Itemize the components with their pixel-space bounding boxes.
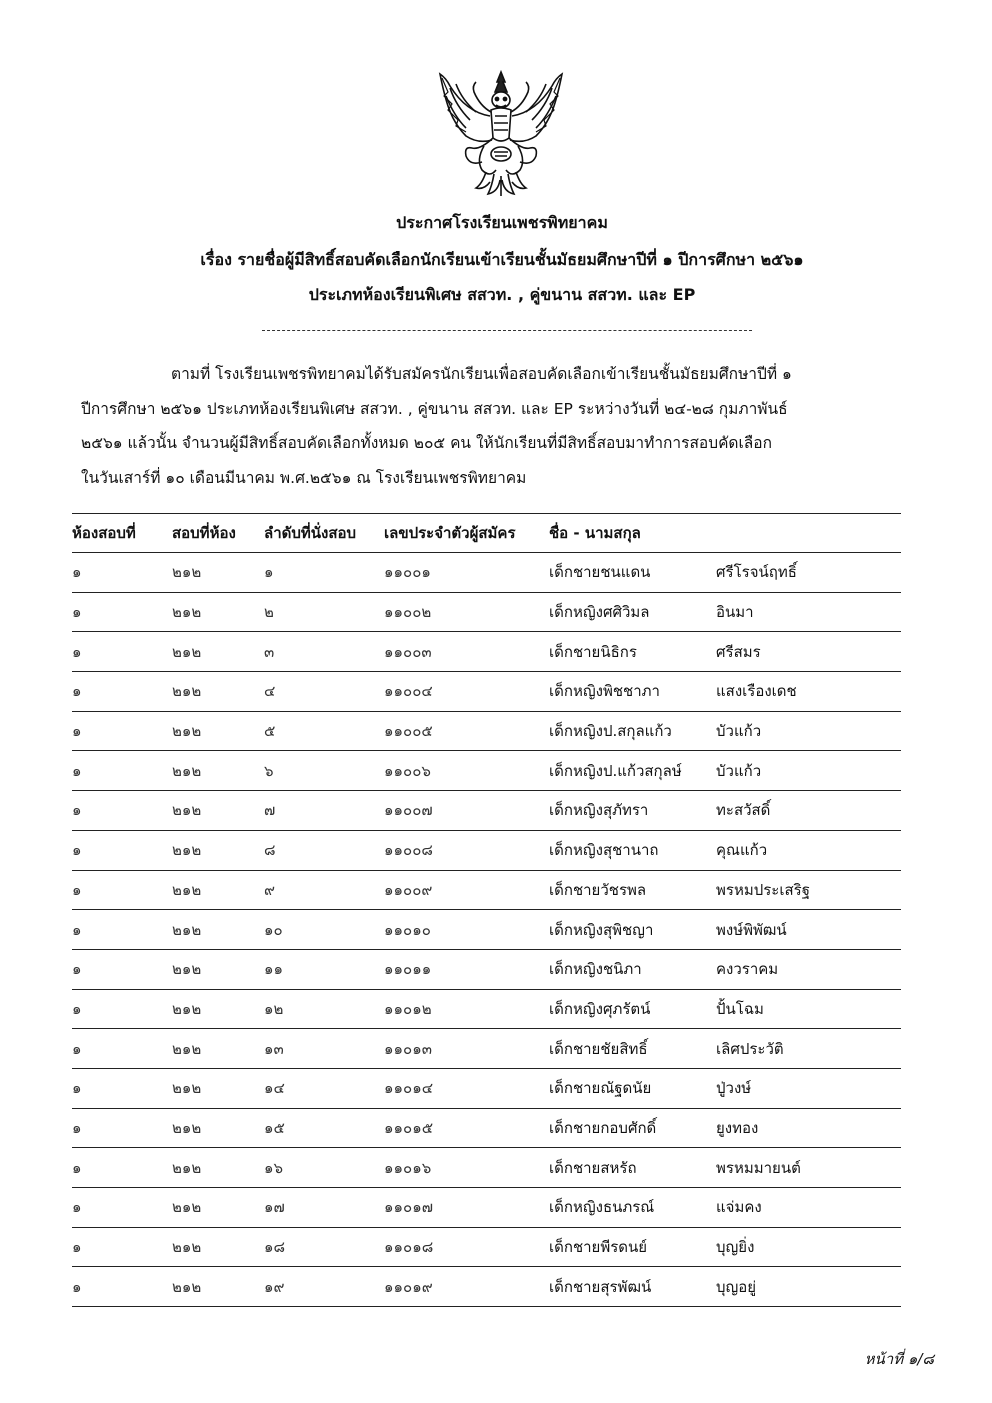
exam-hall-cell: ๒๑๒ [172,1148,264,1188]
exam-hall-cell: ๒๑๒ [172,870,264,910]
exam-room-cell: ๑ [72,1148,172,1188]
last-name-cell: บัวแก้ว [716,711,901,751]
applicant-id-cell: ๑๑๐๑๕ [384,1108,549,1148]
applicant-id-cell: ๑๑๐๑๗ [384,1188,549,1228]
header-full-name: ชื่อ - นามสกุล [549,514,901,553]
seat-number-cell: ๖ [264,751,384,791]
seat-number-cell: ๕ [264,711,384,751]
seat-number-cell: ๓ [264,632,384,672]
exam-hall-cell: ๒๑๒ [172,751,264,791]
first-name-cell: เด็กหญิงชนิภา [549,949,716,989]
last-name-cell: ศรีโรจน์ฤทธิ์ [716,553,901,593]
exam-room-cell: ๑ [72,1029,172,1069]
exam-hall-cell: ๒๑๒ [172,1267,264,1307]
garuda-emblem-icon [436,66,566,200]
table-row [72,632,901,672]
first-name-cell: เด็กหญิงธนภรณ์ [549,1188,716,1228]
page-number: หน้าที่ ๑/๘ [864,1350,934,1368]
exam-room-cell: ๑ [72,870,172,910]
seat-number-cell: ๑๑ [264,949,384,989]
applicant-id-cell: ๑๑๐๑๒ [384,989,549,1029]
applicant-id-cell: ๑๑๐๑๓ [384,1029,549,1069]
exam-room-cell: ๑ [72,711,172,751]
applicant-id-cell: ๑๑๐๑๙ [384,1267,549,1307]
exam-room-cell: ๑ [72,830,172,870]
applicant-id-cell: ๑๑๐๑๑ [384,949,549,989]
exam-room-cell: ๑ [72,751,172,791]
first-name-cell: เด็กชายชนแดน [549,553,716,593]
exam-room-cell: ๑ [72,1108,172,1148]
seat-number-cell: ๑๐ [264,910,384,950]
first-name-cell: เด็กหญิงสุภัทรา [549,791,716,831]
last-name-cell: คุณแก้ว [716,830,901,870]
exam-hall-cell: ๒๑๒ [172,632,264,672]
applicant-id-cell: ๑๑๐๐๑ [384,553,549,593]
seat-number-cell: ๔ [264,672,384,712]
header-exam-hall: สอบที่ห้อง [172,514,264,553]
exam-room-cell: ๑ [72,592,172,632]
first-name-cell: เด็กชายกอบศักดิ์ [549,1108,716,1148]
table-row [72,1148,901,1188]
last-name-cell: ศรีสมร [716,632,901,672]
seat-number-cell: ๑๘ [264,1227,384,1267]
table-row [72,1188,901,1228]
table-row [72,592,901,632]
exam-hall-cell: ๒๑๒ [172,711,264,751]
exam-hall-cell: ๒๑๒ [172,553,264,593]
exam-hall-cell: ๒๑๒ [172,989,264,1029]
exam-room-cell: ๑ [72,1188,172,1228]
table-row [72,1068,901,1108]
table-row [72,751,901,791]
applicant-id-cell: ๑๑๐๐๖ [384,751,549,791]
exam-hall-cell: ๒๑๒ [172,1227,264,1267]
exam-room-cell: ๑ [72,949,172,989]
last-name-cell: แสงเรืองเดช [716,672,901,712]
table-row [72,1267,901,1307]
applicant-id-cell: ๑๑๐๑๐ [384,910,549,950]
table-row [72,1029,901,1069]
header-exam-room: ห้องสอบที่ [72,514,172,553]
first-name-cell: เด็กชายชัยสิทธิ์ [549,1029,716,1069]
first-name-cell: เด็กหญิงสุพิชญา [549,910,716,950]
document-title: ประกาศโรงเรียนเพชรพิทยาคม [396,213,608,232]
last-name-cell: พงษ์พิพัฒน์ [716,910,901,950]
first-name-cell: เด็กชายสุรพัฒน์ [549,1267,716,1307]
first-name-cell: เด็กชายณัฐดนัย [549,1068,716,1108]
last-name-cell: พรหมมายนต์ [716,1148,901,1188]
applicant-id-cell: ๑๑๐๐๗ [384,791,549,831]
exam-hall-cell: ๒๑๒ [172,1108,264,1148]
exam-room-cell: ๑ [72,989,172,1029]
first-name-cell: เด็กหญิงศศิวิมล [549,592,716,632]
body-paragraph-line-3: ๒๕๖๑ แล้วนั้น จำนวนผู้มีสิทธิ์สอบคัดเลือกทั้งหมด ๒๐๕ คน ให้นักเรียนที่มีสิทธิ์สอบมาทำการสอบคัดเลือก [81,434,772,452]
applicant-id-cell: ๑๑๐๐๕ [384,711,549,751]
exam-hall-cell: ๒๑๒ [172,791,264,831]
table-row [72,672,901,712]
seat-number-cell: ๑๓ [264,1029,384,1069]
exam-room-cell: ๑ [72,553,172,593]
seat-number-cell: ๗ [264,791,384,831]
exam-hall-cell: ๒๑๒ [172,672,264,712]
seat-number-cell: ๑๒ [264,989,384,1029]
applicant-id-cell: ๑๑๐๐๔ [384,672,549,712]
exam-hall-cell: ๒๑๒ [172,910,264,950]
document-category: ประเภทห้องเรียนพิเศษ สสวท. , คู่ขนาน สสวท. และ EP [308,285,696,304]
last-name-cell: บัวแก้ว [716,751,901,791]
candidate-table [72,513,901,1307]
first-name-cell: เด็กหญิงป.แก้วสกุลษ์ [549,751,716,791]
last-name-cell: ปั้นโฉม [716,989,901,1029]
applicant-id-cell: ๑๑๐๐๓ [384,632,549,672]
body-paragraph-line-1: ตามที่ โรงเรียนเพชรพิทยาคมได้รับสมัครนักเรียนเพื่อสอบคัดเลือกเข้าเรียนชั้นมัธยมศึกษาปีที่ ๑ [171,365,792,383]
exam-room-cell: ๑ [72,1267,172,1307]
first-name-cell: เด็กชายสหรัถ [549,1148,716,1188]
table-header-row [72,514,901,553]
first-name-cell: เด็กชายพีรดนย์ [549,1227,716,1267]
last-name-cell: แจ่มคง [716,1188,901,1228]
table-row [72,791,901,831]
last-name-cell: เลิศประวัติ [716,1029,901,1069]
last-name-cell: คงวราคม [716,949,901,989]
seat-number-cell: ๑๔ [264,1068,384,1108]
header-applicant-id: เลขประจำตัวผู้สมัคร [384,514,549,553]
seat-number-cell: ๑ [264,553,384,593]
last-name-cell: ปู่วงษ์ [716,1068,901,1108]
exam-hall-cell: ๒๑๒ [172,1029,264,1069]
body-paragraph-line-4: ในวันเสาร์ที่ ๑๐ เดือนมีนาคม พ.ศ.๒๕๖๑ ณ โรงเรียนเพชรพิทยาคม [81,469,527,487]
exam-room-cell: ๑ [72,1227,172,1267]
table-row [72,711,901,751]
exam-room-cell: ๑ [72,632,172,672]
applicant-id-cell: ๑๑๐๐๘ [384,830,549,870]
table-row [72,553,901,593]
table-row [72,989,901,1029]
table-row [72,830,901,870]
exam-room-cell: ๑ [72,1068,172,1108]
seat-number-cell: ๒ [264,592,384,632]
first-name-cell: เด็กหญิงป.สกุลแก้ว [549,711,716,751]
table-row [72,910,901,950]
first-name-cell: เด็กชายวัชรพล [549,870,716,910]
seat-number-cell: ๑๙ [264,1267,384,1307]
exam-hall-cell: ๒๑๒ [172,592,264,632]
body-paragraph-line-2: ปีการศึกษา ๒๕๖๑ ประเภทห้องเรียนพิเศษ สสวท. , คู่ขนาน สสวท. และ EP ระหว่างวันที่ ๒๔-๒๘ กุมภาพันธ์ [81,400,788,418]
first-name-cell: เด็กชายนิธิกร [549,632,716,672]
exam-hall-cell: ๒๑๒ [172,1068,264,1108]
applicant-id-cell: ๑๑๐๐๒ [384,592,549,632]
last-name-cell: ยูงทอง [716,1108,901,1148]
seat-number-cell: ๑๗ [264,1188,384,1228]
first-name-cell: เด็กหญิงพิชชาภา [549,672,716,712]
exam-room-cell: ๑ [72,910,172,950]
seat-number-cell: ๑๕ [264,1108,384,1148]
table-body [72,553,901,1307]
table-row [72,949,901,989]
applicant-id-cell: ๑๑๐๑๖ [384,1148,549,1188]
exam-hall-cell: ๒๑๒ [172,949,264,989]
applicant-id-cell: ๑๑๐๐๙ [384,870,549,910]
exam-hall-cell: ๒๑๒ [172,1188,264,1228]
table-row [72,1227,901,1267]
exam-room-cell: ๑ [72,791,172,831]
first-name-cell: เด็กหญิงศุภรัตน์ [549,989,716,1029]
last-name-cell: อินมา [716,592,901,632]
last-name-cell: ทะสวัสดิ์ [716,791,901,831]
header-seat-number: ลำดับที่นั่งสอบ [264,514,384,553]
first-name-cell: เด็กหญิงสุชานาถ [549,830,716,870]
document-subject: เรื่อง รายชื่อผู้มีสิทธิ์สอบคัดเลือกนักเรียนเข้าเรียนชั้นมัธยมศึกษาปีที่ ๑ ปีการศึกษา ๒๕๖๑ [200,250,804,269]
exam-hall-cell: ๒๑๒ [172,830,264,870]
title-separator [262,318,752,331]
table-row [72,1108,901,1148]
applicant-id-cell: ๑๑๐๑๔ [384,1068,549,1108]
last-name-cell: บุญอยู่ [716,1267,901,1307]
last-name-cell: บุญยิ่ง [716,1227,901,1267]
last-name-cell: พรหมประเสริฐ [716,870,901,910]
seat-number-cell: ๘ [264,830,384,870]
seat-number-cell: ๑๖ [264,1148,384,1188]
table-row [72,870,901,910]
exam-room-cell: ๑ [72,672,172,712]
applicant-id-cell: ๑๑๐๑๘ [384,1227,549,1267]
seat-number-cell: ๙ [264,870,384,910]
